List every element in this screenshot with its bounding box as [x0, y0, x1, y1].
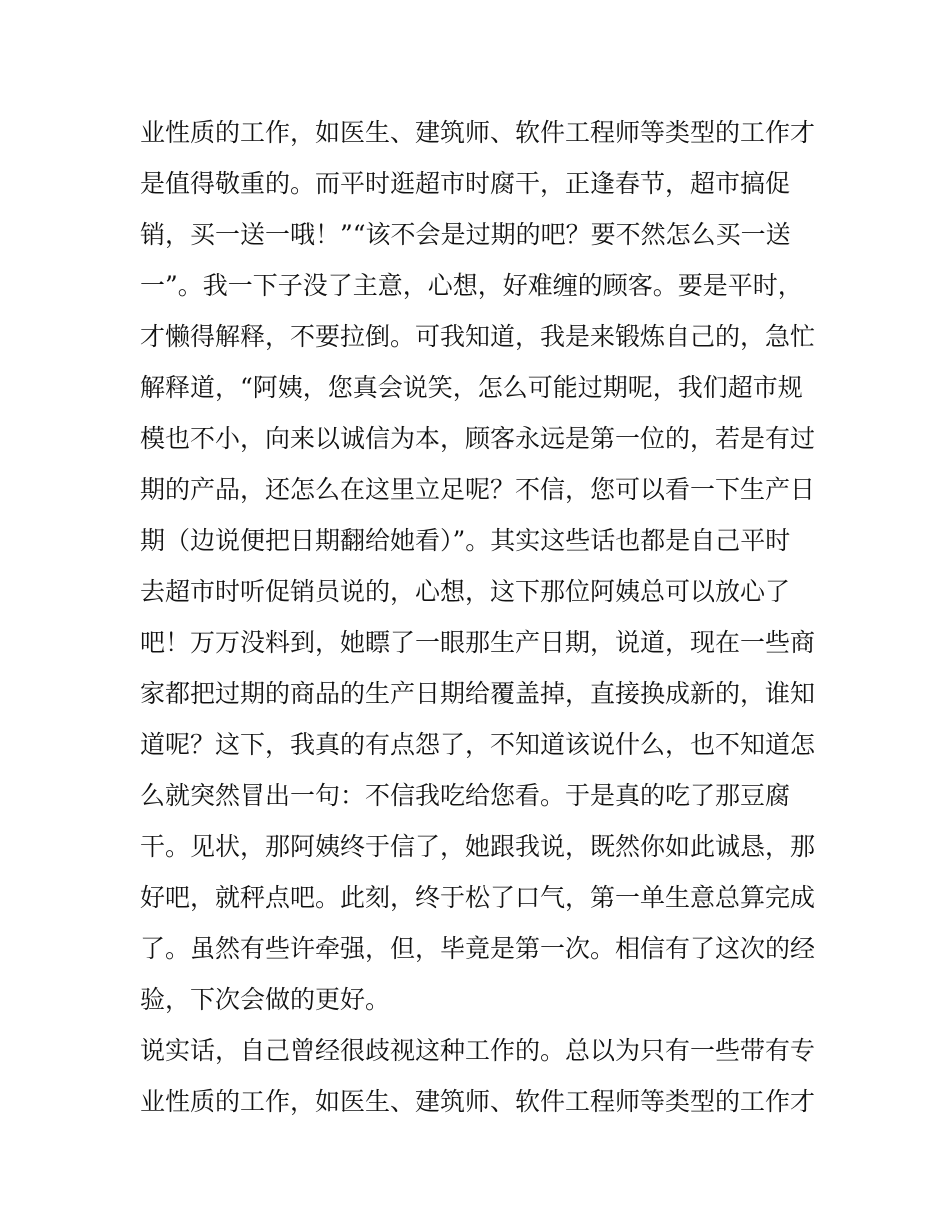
text-line-16: 好吧，就秤点吧。此刻，终于松了口气，第一单生意总算完成	[140, 883, 816, 912]
text-line-11: 吧！万万没料到，她瞟了一眼那生产日期，说道，现在一些商	[140, 628, 816, 657]
text-line-17: 了。虽然有些许牵强，但，毕竟是第一次。相信有了这次的经	[140, 934, 816, 963]
text-line-18: 验，下次会做的更好。	[140, 985, 391, 1014]
text-line-13: 道呢？这下，我真的有点怨了，不知道该说什么，也不知道怎	[140, 730, 816, 759]
text-line-3: 销，买一送一哦！”“该不会是过期的吧？要不然怎么买一送	[140, 220, 791, 249]
text-line-6: 解释道，“阿姨，您真会说笑，怎么可能过期呢，我们超市规	[140, 373, 803, 402]
text-line-19: 说实话，自己曾经很歧视这种工作的。总以为只有一些带有专	[140, 1036, 816, 1065]
text-line-10: 去超市时听促销员说的，心想，这下那位阿姨总可以放心了	[140, 577, 791, 606]
text-line-5: 才懒得解释，不要拉倒。可我知道，我是来锻炼自己的，急忙	[140, 322, 816, 351]
document-body-text	[140, 107, 820, 1127]
text-line-9: 期（边说便把日期翻给她看）”。其实这些话也都是自己平时	[140, 526, 791, 555]
text-line-1: 业性质的工作，如医生、建筑师、软件工程师等类型的工作才	[140, 118, 816, 147]
text-line-14: 么就突然冒出一句：不信我吃给您看。于是真的吃了那豆腐	[140, 781, 791, 810]
text-line-2: 是值得敬重的。而平时逛超市时腐干，正逢春节，超市搞促	[140, 169, 791, 198]
text-line-15: 干。见状，那阿姨终于信了，她跟我说，既然你如此诚恳，那	[140, 832, 816, 861]
text-line-8: 期的产品，还怎么在这里立足呢？不信，您可以看一下生产日	[140, 475, 816, 504]
text-line-20: 业性质的工作，如医生、建筑师、软件工程师等类型的工作才	[140, 1087, 816, 1116]
text-line-12: 家都把过期的商品的生产日期给覆盖掉，直接换成新的，谁知	[140, 679, 816, 708]
text-line-7: 模也不小，向来以诚信为本，顾客永远是第一位的，若是有过	[140, 424, 816, 453]
text-line-4: 一”。我一下子没了主意，心想，好难缠的顾客。要是平时，	[140, 271, 803, 300]
